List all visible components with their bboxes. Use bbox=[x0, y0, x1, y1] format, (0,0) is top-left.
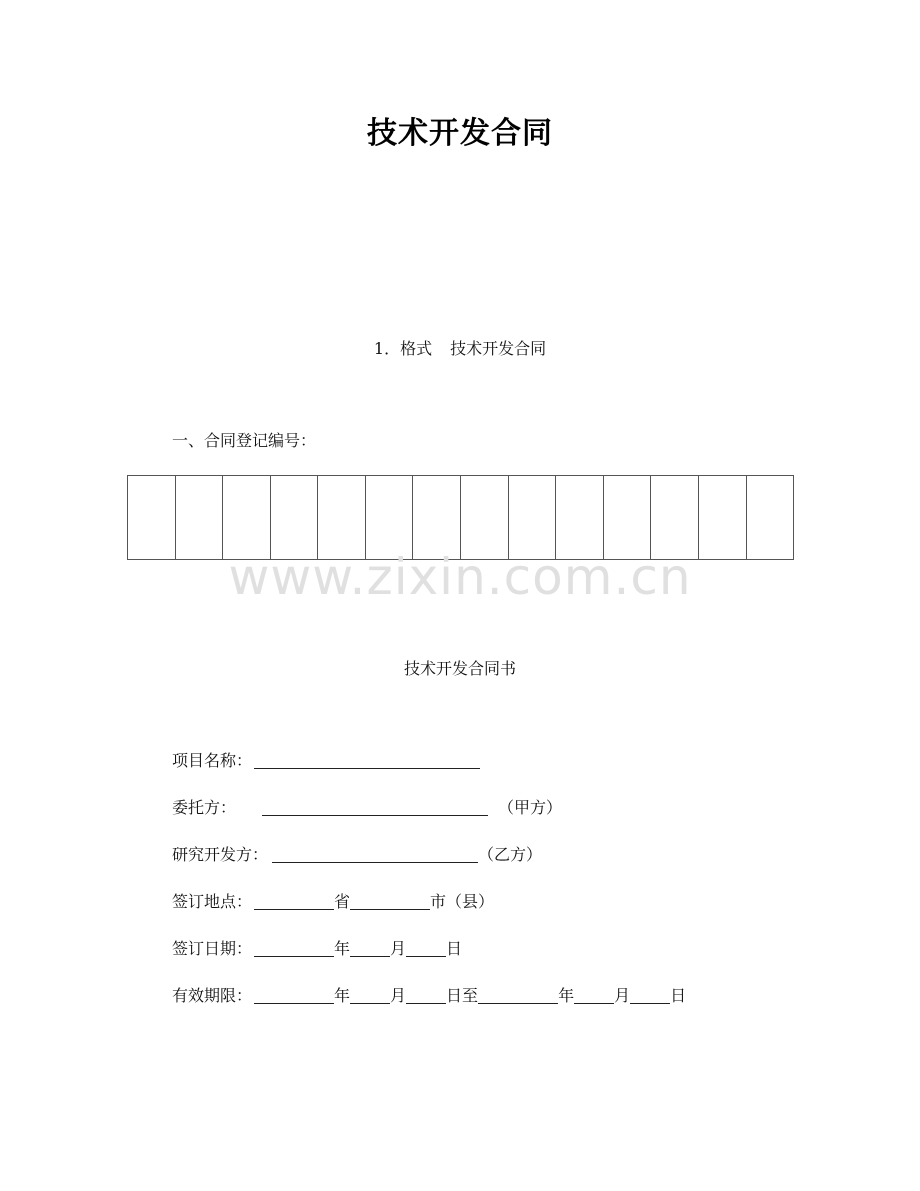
project-name-blank[interactable] bbox=[254, 750, 480, 769]
sign-month-blank[interactable] bbox=[350, 938, 390, 957]
sign-province-label: 省 bbox=[334, 892, 351, 911]
developer-blank[interactable] bbox=[272, 844, 478, 863]
sign-date-field bbox=[172, 936, 462, 959]
project-name-field bbox=[172, 748, 480, 771]
sign-date-label: 签订日期： bbox=[172, 939, 253, 958]
sign-city-label: 市（县） bbox=[430, 892, 495, 911]
validity-end-year-unit: 年 bbox=[558, 986, 575, 1005]
sign-year-unit: 年 bbox=[334, 939, 351, 958]
page-title: 技术开发合同 bbox=[367, 116, 553, 151]
sign-city-blank[interactable] bbox=[350, 891, 430, 910]
document-subtitle: 技术开发合同书 bbox=[403, 659, 516, 678]
format-heading bbox=[0, 336, 920, 359]
watermark: www.zixin.com.cn bbox=[228, 548, 692, 606]
validity-end-year-blank[interactable] bbox=[478, 985, 558, 1004]
registration-label: 一、合同登记编号： bbox=[172, 431, 317, 450]
validity-start-month-blank[interactable] bbox=[350, 985, 390, 1004]
validity-label: 有效期限： bbox=[172, 986, 253, 1005]
developer-suffix: （乙方） bbox=[478, 845, 543, 864]
sign-month-unit: 月 bbox=[390, 939, 407, 958]
client-blank[interactable] bbox=[262, 797, 488, 816]
sign-day-unit: 日 bbox=[446, 939, 463, 958]
sign-year-blank[interactable] bbox=[254, 938, 334, 957]
validity-start-year-unit: 年 bbox=[334, 986, 351, 1005]
client-suffix: （甲方） bbox=[498, 798, 563, 817]
developer-field bbox=[172, 842, 542, 865]
validity-start-month-unit: 月 bbox=[390, 986, 407, 1005]
client-field bbox=[172, 795, 562, 818]
sign-province-blank[interactable] bbox=[254, 891, 334, 910]
format-number: 1．格式 bbox=[373, 339, 433, 358]
validity-field bbox=[172, 983, 686, 1006]
client-label: 委托方： bbox=[172, 798, 237, 817]
validity-start-day-unit: 日至 bbox=[446, 986, 479, 1005]
developer-label: 研究开发方： bbox=[172, 845, 269, 864]
sign-day-blank[interactable] bbox=[406, 938, 446, 957]
validity-end-month-unit: 月 bbox=[614, 986, 631, 1005]
validity-start-year-blank[interactable] bbox=[254, 985, 334, 1004]
project-name-label: 项目名称： bbox=[172, 751, 253, 770]
validity-end-day-unit: 日 bbox=[670, 986, 687, 1005]
sign-place-label: 签订地点： bbox=[172, 892, 253, 911]
validity-end-month-blank[interactable] bbox=[574, 985, 614, 1004]
validity-end-day-blank[interactable] bbox=[630, 985, 670, 1004]
format-text: 技术开发合同 bbox=[450, 339, 547, 358]
validity-start-day-blank[interactable] bbox=[406, 985, 446, 1004]
sign-place-field bbox=[172, 889, 494, 912]
